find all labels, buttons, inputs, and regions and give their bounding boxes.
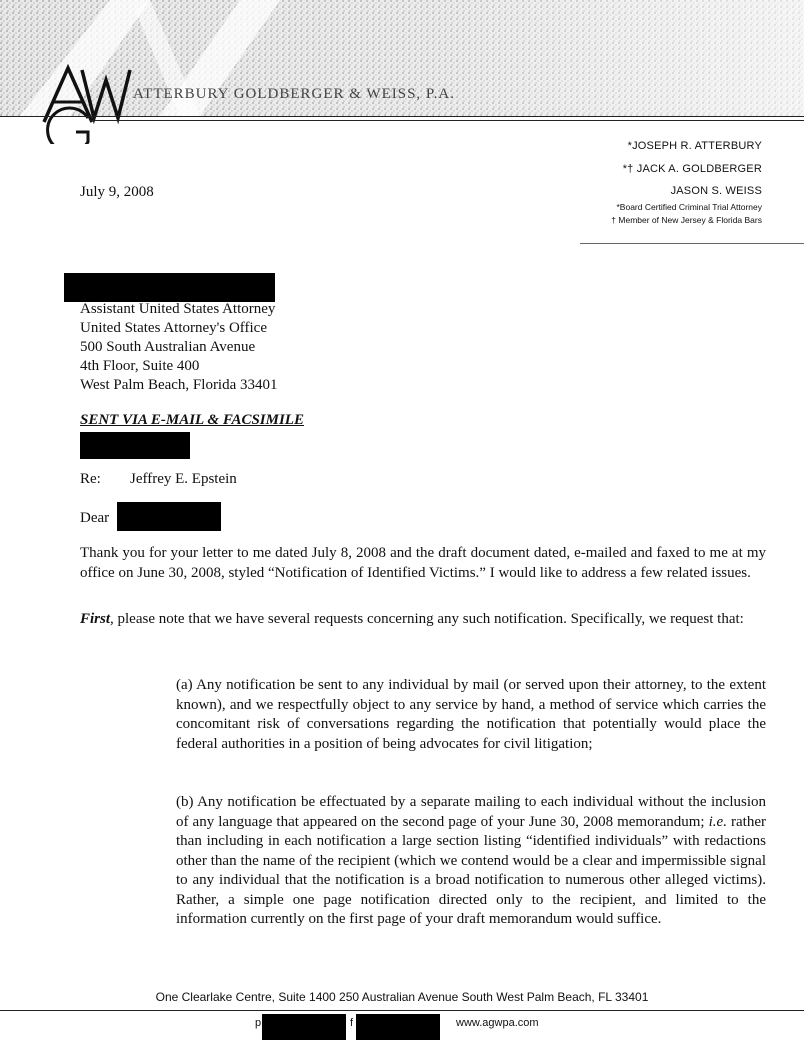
redacted-phone [262,1014,346,1040]
partner-goldberger: *† JACK A. GOLDBERGER [622,163,762,175]
item-a: (a) Any notification be sent to any individual by mail (or served upon their attorney, to the extent known), and we respectfully object to any service by hand, a method of service which carries the concomitant risk of conversations regarding the notification that potentially would place the federal authorities in a position of being advocates for civil litigation; [176,677,766,752]
redacted-salutation-name [117,502,221,531]
address-line-4: 4th Floor, Suite 400 [80,358,200,374]
letter-date: July 9, 2008 [80,184,154,200]
re-label: Re: [80,471,101,487]
footer-fax-label: f [350,1017,354,1029]
paragraph-2-text: , please note that we have several requests concerning any such notification. Specifically, we request that: [110,611,744,627]
partner-rule [580,243,804,244]
paragraph-1: Thank you for your letter to me dated July 8, 2008 and the draft document dated, e-mailed and faxed to me at my office on June 30, 2008, styled “Notification of Identified Victims.” I would like to address a few related issues. [80,545,766,581]
agw-logo [38,62,138,144]
address-line-2: United States Attorney's Office [80,320,267,336]
item-b-ie: i.e. [708,813,727,830]
address-line-1: Assistant United States Attorney [80,301,276,317]
firm-name: ATTERBURY GOLDBERGER & WEISS, P.A. [133,86,455,102]
partner-atterbury: *JOSEPH R. ATTERBURY [627,140,762,152]
footer-phone-label: p [255,1017,262,1029]
item-b-part-2: rather than including in each notification a large section listing “identified individuals” with redactions other than the name of the recipient (which we contend would be a clear and impermissible signal to any individual that the notification is a broad notification to numerous other alleged victims). Rather, a simple one page notification directed only to the recipient, and limited to the information currently on the first page of your draft memorandum would suffice. [176,813,766,927]
note-bars: † Member of New Jersey & Florida Bars [611,215,762,225]
redacted-fax [356,1014,440,1040]
footer-address: One Clearlake Centre, Suite 1400 250 Australian Avenue South West Palm Beach, FL 33401 [155,990,649,1004]
paragraph-2-lead: First [80,611,111,627]
paragraph-2 [80,610,766,630]
note-board-certified: *Board Certified Criminal Trial Attorney [616,202,762,212]
address-line-3: 500 South Australian Avenue [80,339,256,355]
header-rule [0,116,804,117]
footer-rule [0,1010,804,1011]
header-rule-thin [90,120,804,121]
footer-website[interactable]: www.agwpa.com [456,1017,539,1029]
partner-weiss: JASON S. WEISS [670,185,762,197]
redacted-recipient-name [64,273,275,302]
re-value: Jeffrey E. Epstein [130,471,237,487]
address-line-5: West Palm Beach, Florida 33401 [80,377,278,393]
sent-via-heading: SENT VIA E-MAIL & FACSIMILE [80,412,304,428]
redacted-fax-email [80,432,190,459]
item-b [176,793,766,930]
item-b-part-1: (b) Any notification be effectuated by a separate mailing to each individual without the inclusion of any language that appeared on the second page of your June 30, 2008 memorandum; [176,794,766,830]
salutation: Dear [80,510,110,526]
